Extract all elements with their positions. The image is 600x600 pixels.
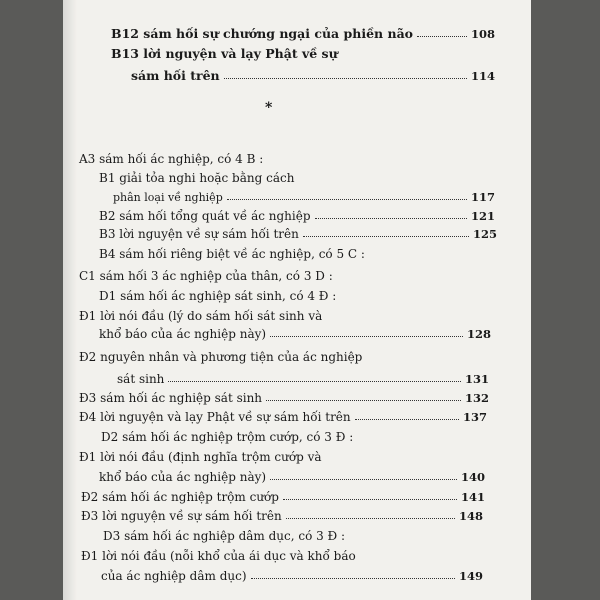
dot-leader — [227, 198, 467, 200]
toc-heading-a3: A3 sám hối ác nghiệp, có 4 B : — [79, 152, 264, 166]
toc-entry-e1-line1: Đ1 lời nói đầu (định nghĩa trộm cướp và — [79, 450, 322, 464]
toc-entry-e3 — [81, 503, 483, 523]
toc-heading-d2: D2 sám hối ác nghiệp trộm cướp, có 3 Đ : — [101, 430, 354, 444]
toc-entry-text: B12 sám hối sự chướng ngại của phiền não — [111, 26, 414, 41]
toc-entry-e2 — [81, 484, 485, 504]
toc-entry-text: sát sinh — [117, 372, 165, 386]
toc-page-number: 140 — [460, 470, 485, 484]
toc-page-number: 117 — [470, 190, 495, 204]
toc-entry-b3 — [99, 221, 497, 241]
toc-entry-b1 — [113, 184, 495, 204]
toc-page-number: 108 — [470, 27, 495, 41]
toc-heading-b4: B4 sám hối riêng biệt về ác nghiệp, có 5 C : — [99, 247, 365, 261]
toc-entry-dd1 — [99, 321, 491, 341]
dot-leader — [270, 335, 463, 337]
toc-entry-text: khổ báo của ác nghiệp này) — [99, 470, 267, 484]
dot-leader — [286, 517, 455, 519]
dot-leader — [251, 577, 455, 579]
toc-entry-text: B3 lời nguyện về sự sám hối trên — [99, 227, 299, 241]
toc-entry-b13-line1: B13 lời nguyện và lạy Phật về sự — [111, 46, 338, 61]
toc-entry-dd2-line1: Đ2 nguyên nhân và phương tiện của ác nghiệp — [79, 350, 363, 364]
toc-entry-text: B2 sám hối tổng quát về ác nghiệp — [99, 209, 311, 223]
toc-page-number: 125 — [472, 227, 497, 241]
dot-leader — [224, 77, 467, 79]
toc-entry-text: phân loại về nghiệp — [113, 191, 223, 204]
toc-page-number: 141 — [460, 490, 485, 504]
toc-page-number: 137 — [462, 410, 487, 424]
toc-entry-text: Đ3 lời nguyện về sự sám hối trên — [81, 509, 282, 523]
dot-leader — [283, 498, 457, 500]
toc-entry-dd2 — [117, 366, 489, 386]
toc-heading-d1: D1 sám hối ác nghiệp sát sinh, có 4 Đ : — [99, 289, 337, 303]
page-gutter-shadow — [63, 0, 77, 600]
toc-entry-text: khổ báo của ác nghiệp này) — [99, 327, 267, 341]
toc-heading-d3: D3 sám hối ác nghiệp dâm dục, có 3 Đ : — [103, 529, 346, 543]
toc-entry-f1 — [101, 563, 483, 583]
toc-entry-text: Đ3 sám hối ác nghiệp sát sinh — [79, 391, 263, 405]
dot-leader — [270, 478, 457, 480]
toc-entry-dd1-line1: Đ1 lời nói đầu (lý do sám hối sát sinh và — [79, 309, 323, 323]
toc-entry-b1-line1: B1 giải tỏa nghi hoặc bằng cách — [99, 171, 295, 185]
toc-entry-text: của ác nghiệp dâm dục) — [101, 569, 247, 583]
toc-page-number: 121 — [470, 209, 495, 223]
toc-entry-e1 — [99, 464, 485, 484]
dot-leader — [315, 217, 467, 219]
dot-leader — [168, 380, 461, 382]
toc-entry-dd4 — [79, 404, 487, 424]
toc-entry-text: sám hối trên — [131, 68, 220, 83]
toc-entry-dd3 — [79, 385, 489, 405]
toc-page-number: 131 — [464, 372, 489, 386]
book-page — [63, 0, 531, 600]
dot-leader — [355, 418, 459, 420]
toc-entry-b13 — [131, 63, 495, 83]
section-separator-star: * — [265, 100, 273, 116]
toc-page-number: 132 — [464, 391, 489, 405]
toc-entry-b12 — [111, 21, 495, 41]
toc-heading-c1: C1 sám hối 3 ác nghiệp của thân, có 3 D : — [79, 269, 333, 283]
dot-leader — [266, 399, 461, 401]
toc-entry-b2 — [99, 203, 495, 223]
toc-page-number: 148 — [458, 509, 483, 523]
toc-page-number: 128 — [466, 327, 491, 341]
toc-page-number: 114 — [470, 69, 495, 83]
dot-leader — [303, 235, 469, 237]
toc-entry-text: Đ4 lời nguyện và lạy Phật về sự sám hối trên — [79, 410, 351, 424]
toc-page-number: 149 — [458, 569, 483, 583]
toc-entry-text: Đ2 sám hối ác nghiệp trộm cướp — [81, 490, 279, 504]
dot-leader — [417, 35, 467, 37]
toc-entry-f1-line1: Đ1 lời nói đầu (nỗi khổ của ái dục và khổ báo — [81, 549, 356, 563]
